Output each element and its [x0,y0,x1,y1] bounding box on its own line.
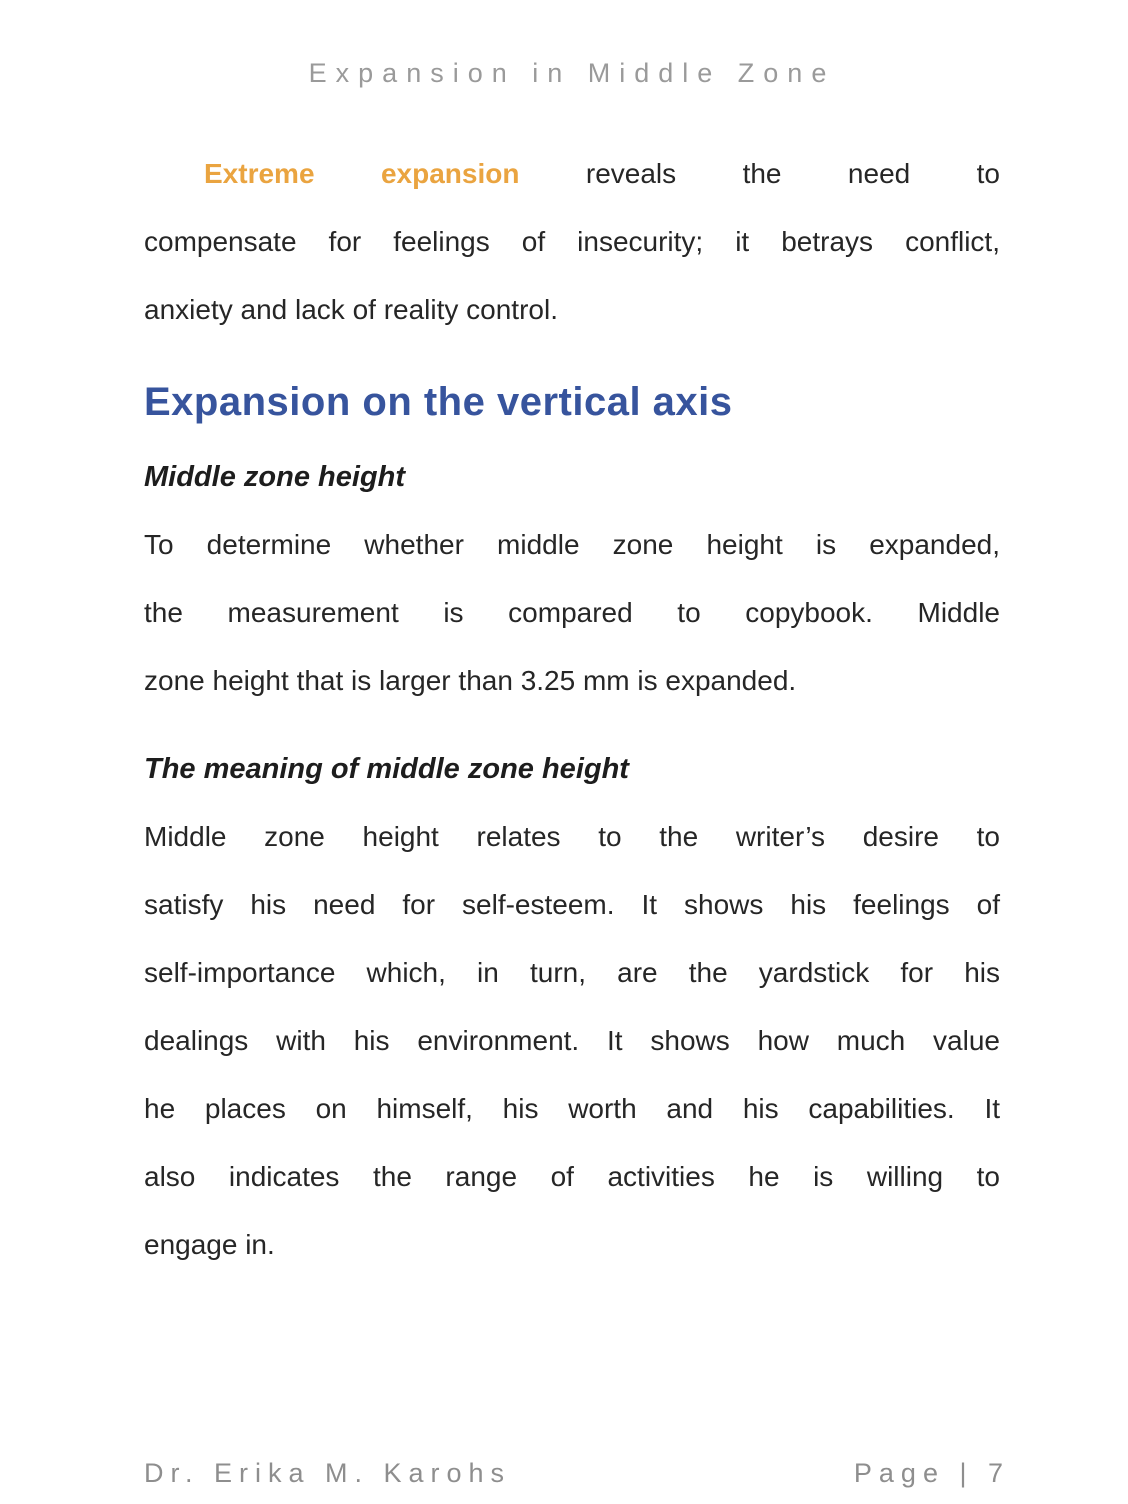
text-line: zone height that is larger than 3.25 mm is expanded. [144,665,797,696]
intro-line-1-rest: reveals the need to [585,158,1000,189]
text-line: engage in. [144,1229,275,1260]
text-line: dealings with his environment. It shows how much value [144,1025,1000,1056]
text-line: compensate for feelings of insecurity; it betrays conflict, [144,226,1000,257]
text-line: To determine whether middle zone height is expanded, [144,529,1000,560]
text-line: Middle zone height relates to the writer’s desire to [144,821,1000,852]
intro-paragraph [144,140,1000,344]
text-line: he places on himself, his worth and his capabilities. It [144,1093,1000,1124]
text-line: anxiety and lack of reality control. [144,294,558,325]
intro-paragraph-lines [144,208,1000,344]
sub-heading-middle-zone-height: Middle zone height [144,461,405,493]
paragraph-middle-zone-height [144,511,1000,715]
page-header-title: Expansion in Middle Zone [308,58,836,88]
section-heading-vertical-axis: Expansion on the vertical axis [144,380,733,424]
intro-line-1 [144,140,1000,208]
sub-heading-meaning-of-middle-zone-height: The meaning of middle zone height [144,753,629,785]
page-footer [144,1456,1010,1490]
text-line: the measurement is compared to copybook. Middle [144,597,1000,628]
text-line: satisfy his need for self-esteem. It shows his feelings of [144,889,1000,920]
footer-author: Dr. Erika M. Karohs [144,1458,512,1488]
footer-page-number: Page | 7 [853,1458,1010,1488]
text-line: also indicates the range of activities he is willing to [144,1161,1000,1192]
paragraph-meaning-of-middle-zone-height [144,803,1000,1279]
text-line: self-importance which, in turn, are the yardstick for his [144,957,1000,988]
highlight-extreme-expansion: Extreme expansion [204,158,520,189]
